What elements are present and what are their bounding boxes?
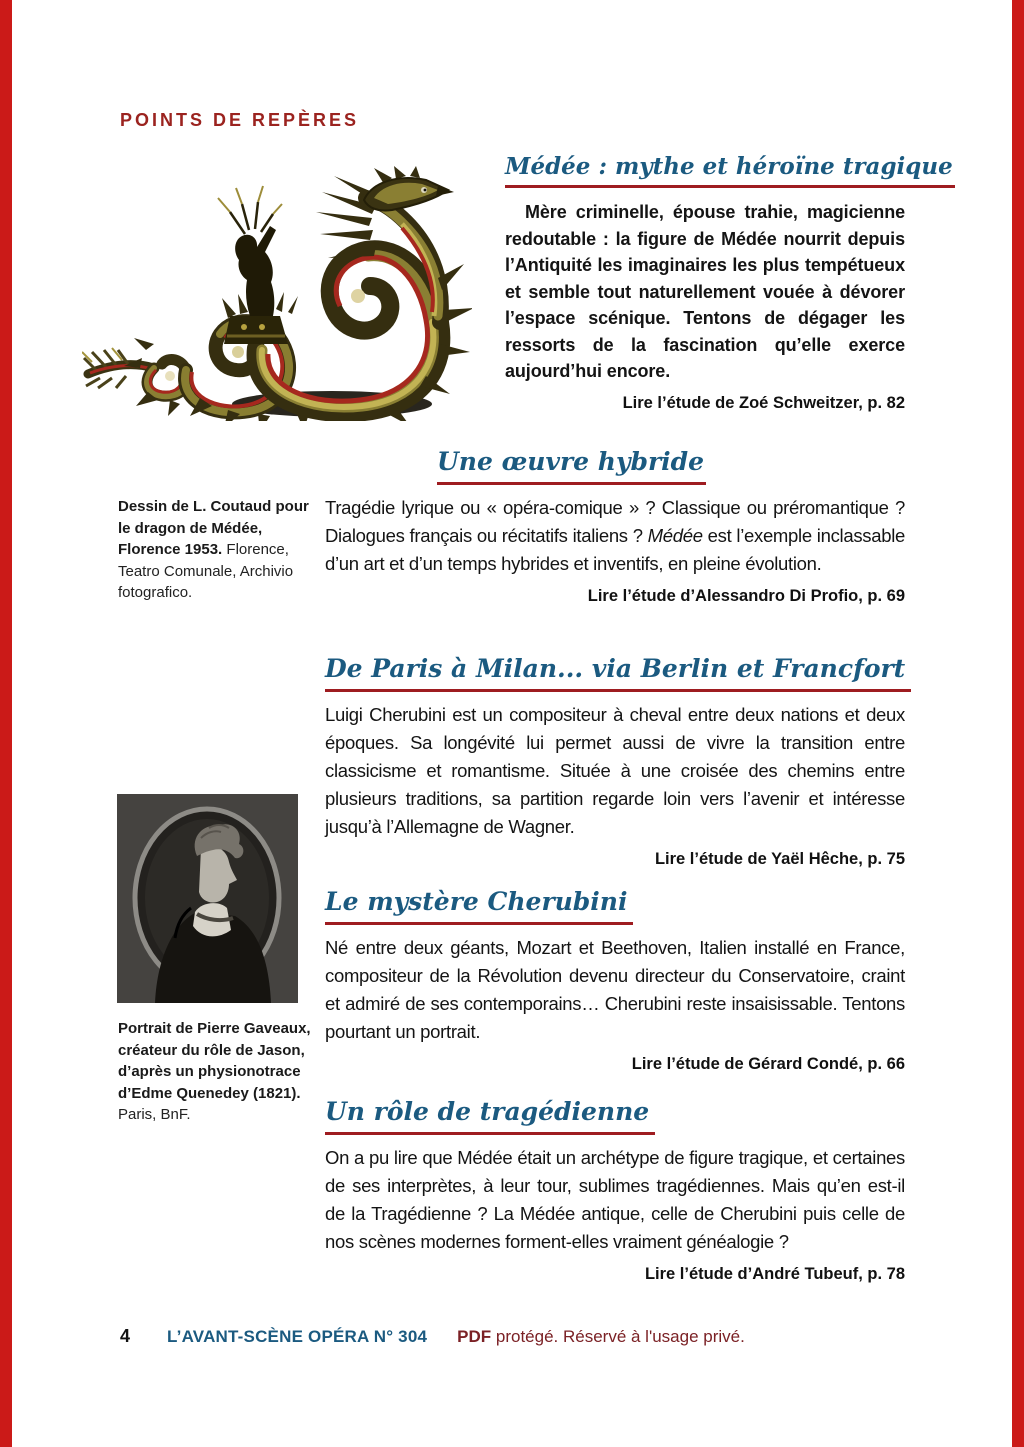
caption-dragon <box>118 496 316 604</box>
read-more-link: Lire l’étude de Yaël Hêche, p. 75 <box>654 849 905 868</box>
pdf-notice-text: protégé. Réservé à l'usage privé. <box>491 1327 745 1346</box>
section-body <box>325 494 905 578</box>
section-paris-milan <box>325 655 905 869</box>
page-footer <box>120 1326 906 1347</box>
section-body: On a pu lire que Médée était un archétype de figure tragique, et certaines de ses interprètes, à leur tour, sublimes tragédiennes. Mais qu’en est-il de la Tragédienne ? La Médée antique, celle de Cherubini puis celle de nos scènes modernes forment-elles vraiment généalogie ? <box>325 1146 905 1252</box>
pdf-protection-notice <box>457 1327 745 1347</box>
page-kicker: POINTS DE REPÈRES <box>120 110 360 130</box>
magazine-title: L’AVANT-SCÈNE OPÉRA N° 304 <box>167 1327 428 1346</box>
read-more-link: Lire l’étude de Zoé Schweitzer, p. 82 <box>622 393 905 412</box>
page-number: 4 <box>120 1326 131 1346</box>
body-part: Tragédie lyrique ou « opéra-comique » ? Classique ou préromantique ? Dialogues français ou récitatifs italiens ? <box>325 496 905 546</box>
read-more-link: Lire l’étude d’Alessandro Di Profio, p. 69 <box>587 586 905 605</box>
section-title: Un rôle de tragédienne <box>325 1098 655 1135</box>
gaveaux-portrait-illustration <box>117 794 298 1003</box>
caption-bold-text: Dessin de L. Coutaud pour le dragon de Médée, Florence 1953. <box>118 498 309 558</box>
section-title: De Paris à Milan... via Berlin et Francfort <box>325 655 911 692</box>
section-oeuvre-hybride <box>325 448 905 606</box>
caption-portrait <box>118 1018 316 1126</box>
caption-credit-text: Florence, Teatro Comunale, Archivio fotografico. <box>118 541 294 601</box>
section-body: Mère criminelle, épouse trahie, magicienne redoutable : la figure de Médée nourrit depuis l’Antiquité les imaginaires les plus tempétueux et semble tout naturellement vouée à dévorer l’espace scénique. Tentons de dégager les ressorts de la fascination qu’elle exerce aujourd’hui encore. <box>505 202 905 382</box>
page-edge-red-left <box>0 0 12 1447</box>
page-edge-red-right <box>1012 0 1024 1447</box>
body-italic-word: Médée <box>647 524 703 546</box>
read-more-link: Lire l’étude d’André Tubeuf, p. 78 <box>644 1264 905 1283</box>
section-body: Né entre deux géants, Mozart et Beethoven, Italien installé en France, compositeur de la Révolution devenu directeur du Conservatoire, craint et admiré de ses contemporains… Cherubini reste insaisissable. Tentons pourtant un portrait. <box>325 936 905 1042</box>
caption-credit-text: Paris, BnF. <box>118 1106 191 1123</box>
section-body: Luigi Cherubini est un compositeur à cheval entre deux nations et deux époques. Sa longévité lui permet aussi de vivre la transition entre classicisme et romantisme. Située à une croisée des chemins entre plusieurs traditions, sa partition regarde loin vers l’avenir et intéresse jusqu’à l’Allemagne de Wagner. <box>325 703 905 837</box>
section-title: Une œuvre hybride <box>437 448 706 485</box>
read-more-link: Lire l’étude de Gérard Condé, p. 66 <box>631 1054 905 1073</box>
dragon-illustration <box>82 166 472 421</box>
section-medee-mythe <box>505 153 953 413</box>
caption-bold-text: Portrait de Pierre Gaveaux, créateur du rôle de Jason, d’après un physionotrace d’Edme Quenedey (1821). <box>118 1020 311 1102</box>
section-title: Médée : mythe et héroïne tragique <box>505 154 955 188</box>
section-mystere-cherubini <box>325 888 905 1074</box>
section-role-tragedienne <box>325 1098 905 1284</box>
section-title: Le mystère Cherubini <box>325 888 633 925</box>
body-part: est l’exemple inclassable d’un art et d’un temps hybrides et inventifs, en pleine évolution. <box>325 524 905 574</box>
pdf-label: PDF <box>457 1327 492 1346</box>
